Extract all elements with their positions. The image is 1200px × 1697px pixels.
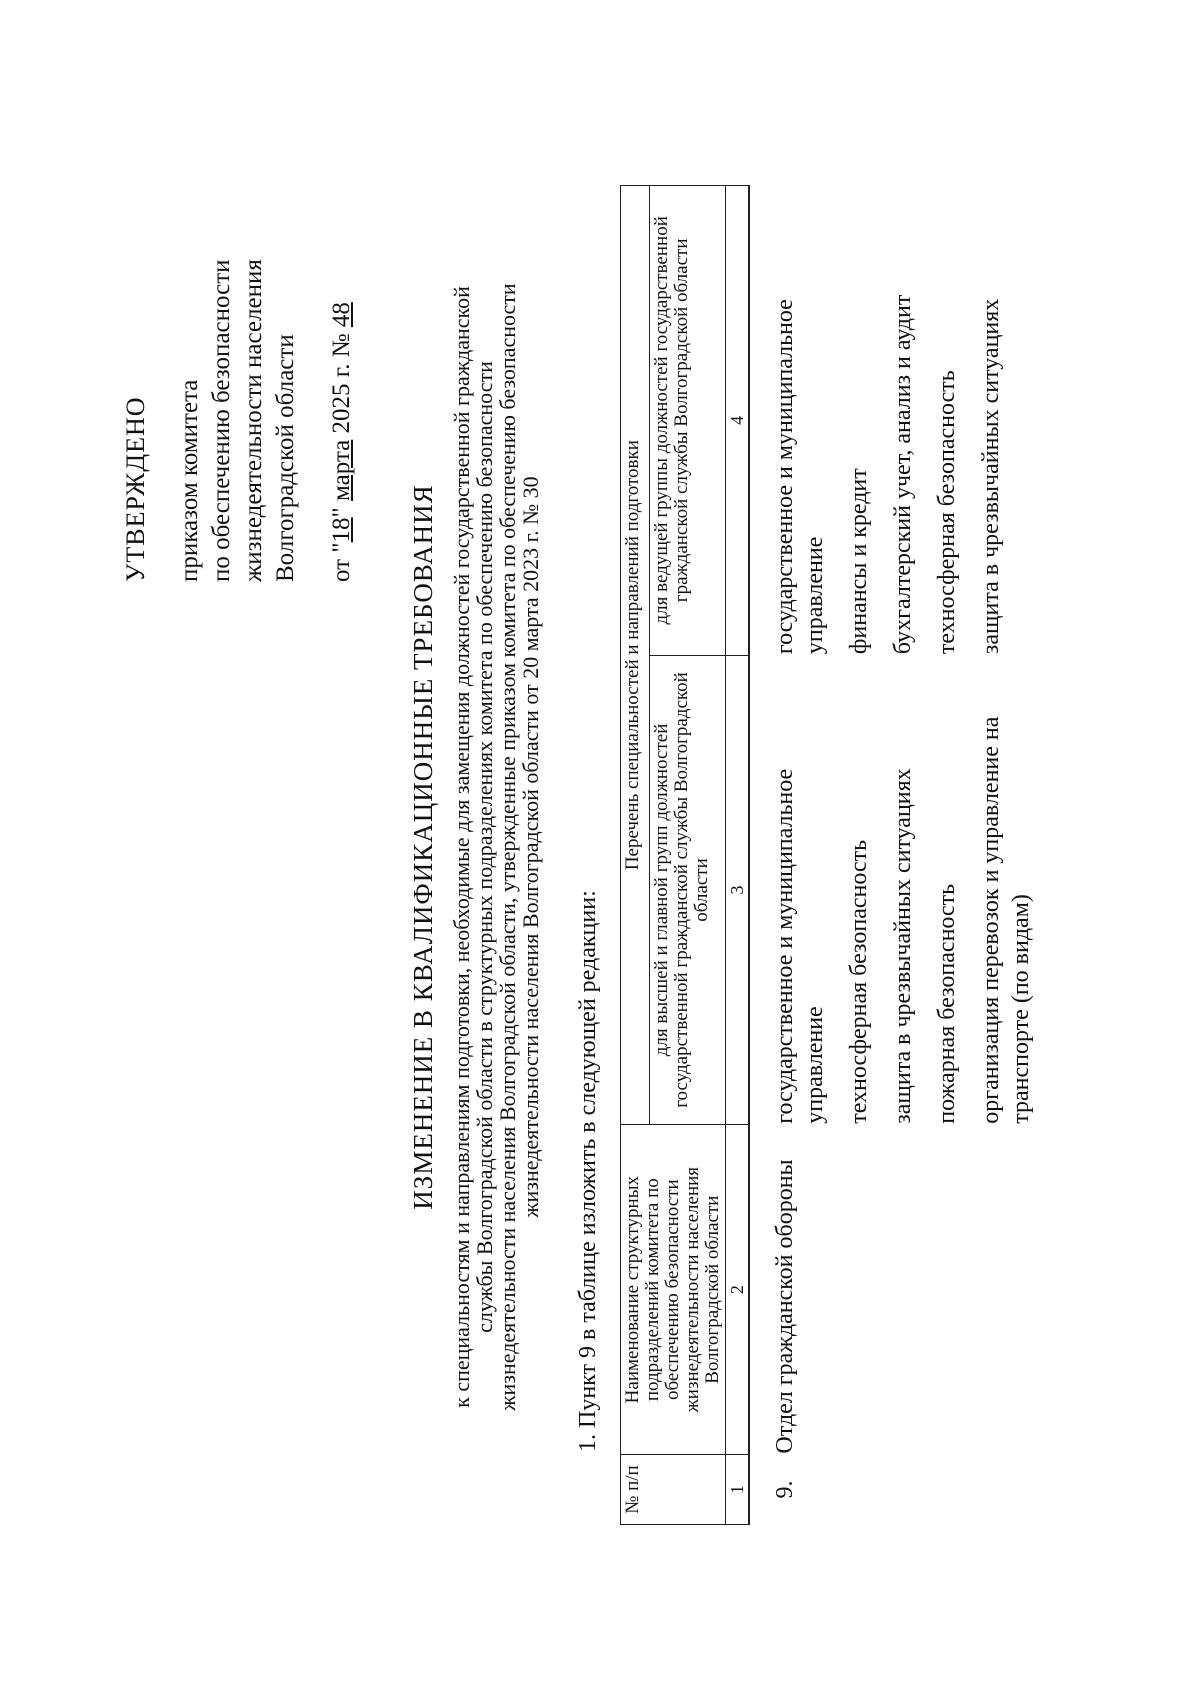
column-number: 1	[726, 1455, 750, 1525]
table-row	[749, 186, 1051, 1525]
approval-line: приказом комитета	[176, 379, 203, 582]
header-higher-groups: для высшей и главной групп должностей государственной гражданской службы Волгоградской области	[650, 655, 726, 1125]
specialty-item: государственное и муниципальное управление	[772, 768, 828, 1124]
row-name: Отдел гражданской обороны	[772, 1159, 798, 1454]
specialty-item: финансы и кредит	[846, 468, 872, 655]
header-number: № п/п	[621, 1455, 726, 1525]
approval-block	[120, 42, 358, 582]
header-name: Наименование структурных подразделений комитета по обеспечению безопасности жизнедеятельности населения Волгоградской области	[621, 1125, 726, 1455]
item-text: 1. Пункт 9 в таблице изложить в следующей редакции:	[575, 890, 601, 1452]
row-col4	[749, 186, 1051, 656]
specialty-item: пожарная безопасность	[934, 883, 960, 1124]
header-leading-group: для ведущей группы должностей государственной гражданской службы Волгоградской области	[650, 186, 726, 656]
specialty-item: бухгалтерский учет, анализ и аудит	[890, 294, 916, 655]
specialty-item: государственное и муниципальное управление	[772, 299, 828, 655]
header-group: Перечень специальностей и направлений подготовки	[621, 186, 650, 1125]
column-number: 3	[726, 655, 750, 1125]
column-number: 4	[726, 186, 750, 656]
specialty-item: техносферная безопасность	[934, 370, 960, 655]
row-col3	[749, 655, 1051, 1125]
specialty-item: организация перевозок и управление на транспорте (по видам)	[978, 716, 1034, 1124]
approval-date: от "18" марта 2025 г. № 48	[328, 302, 355, 582]
row-number: 9.	[772, 1480, 798, 1499]
approval-line: по обеспечению безопасности	[208, 259, 235, 582]
document-subtitle: к специальностям и направлениям подготовки, необходимые для замещения должностей государственной гражданской службы Волгоградской области в структурных подразделениях комитета по обеспечению безопасности жизнедеятельности населения Волгоградской области, утвержденные приказом комитета по обеспечению безопасности жизнедеятельности населения Волгоградской области от 20 марта 2023 г. № 30	[449, 283, 543, 1411]
specialty-item: техносферная безопасность	[846, 839, 872, 1124]
approval-line: жизнедеятельности населения	[240, 259, 267, 582]
column-number: 2	[726, 1125, 750, 1455]
approval-line: Волгоградской области	[272, 334, 299, 582]
approval-heading: УТВЕРЖДЕНО	[121, 396, 150, 582]
document-title: ИЗМЕНЕНИЕ В КВАЛИФИКАЦИОННЫЕ ТРЕБОВАНИЯ	[408, 484, 438, 1210]
specialty-item: защита в чрезвычайных ситуациях	[978, 298, 1004, 655]
specialty-item: защита в чрезвычайных ситуациях	[890, 768, 916, 1124]
requirements-table	[620, 185, 1051, 1525]
